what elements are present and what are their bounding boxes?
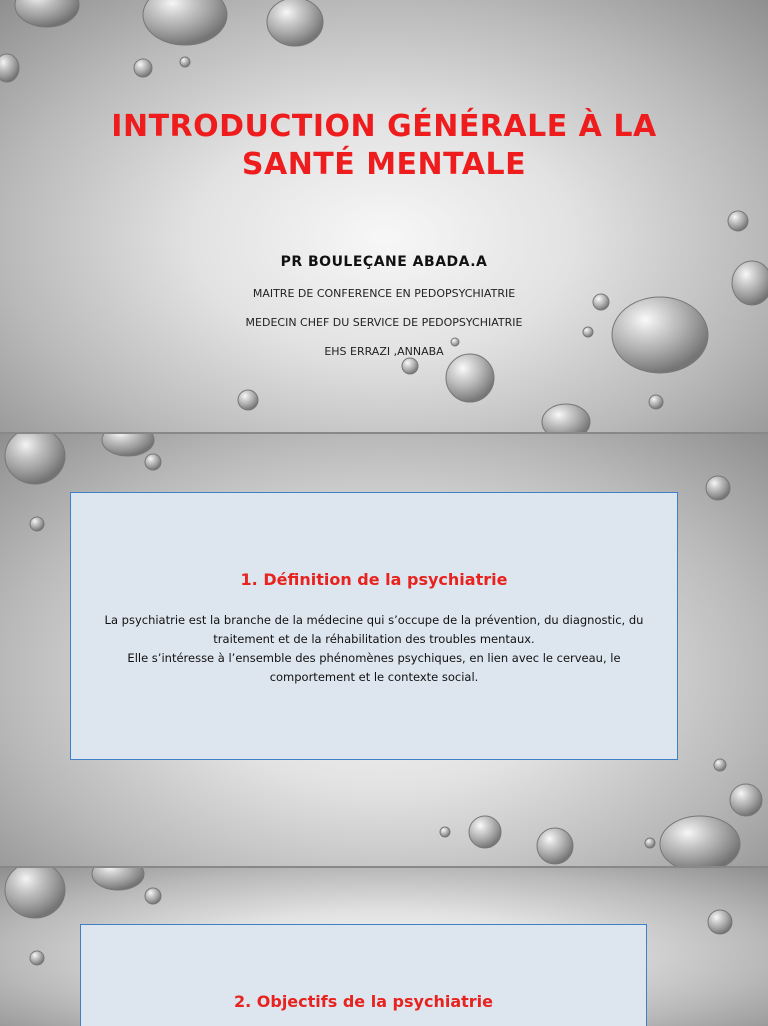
title-line-2: SANTÉ MENTALE <box>241 147 527 182</box>
objectives-heading: 2. Objectifs de la psychiatrie <box>233 992 493 1011</box>
definition-text <box>71 611 677 687</box>
slide-title <box>0 0 768 432</box>
slide-objectives <box>0 868 768 1026</box>
author-name: PR BOULEÇANE ABADA.A <box>280 254 488 270</box>
slide-definition <box>0 434 768 866</box>
objectives-box <box>80 924 647 1026</box>
definition-line-2: traitement et de la réhabilitation des troubles mentaux. <box>213 632 535 646</box>
definition-heading: 1. Définition de la psychiatrie <box>240 570 508 589</box>
definition-line-4: comportement et le contexte social. <box>269 670 479 684</box>
definition-line-3: Elle s’intéresse à l’ensemble des phénomènes psychiques, en lien avec le cerveau, le <box>127 651 621 665</box>
definition-box <box>70 492 678 760</box>
author-position: MAITRE DE CONFERENCE EN PEDOPSYCHIATRIE <box>252 287 516 300</box>
author-institution: EHS ERRAZI ,ANNABA <box>324 345 444 358</box>
author-role: MEDECIN CHEF DU SERVICE DE PEDOPSYCHIATRIE <box>245 316 523 329</box>
title-line-1: INTRODUCTION GÉNÉRALE À LA <box>111 109 657 144</box>
water-drops-decoration <box>0 0 768 432</box>
definition-line-1: La psychiatrie est la branche de la médecine qui s’occupe de la prévention, du diagnostic, du <box>104 613 644 627</box>
presentation-title <box>60 108 708 184</box>
